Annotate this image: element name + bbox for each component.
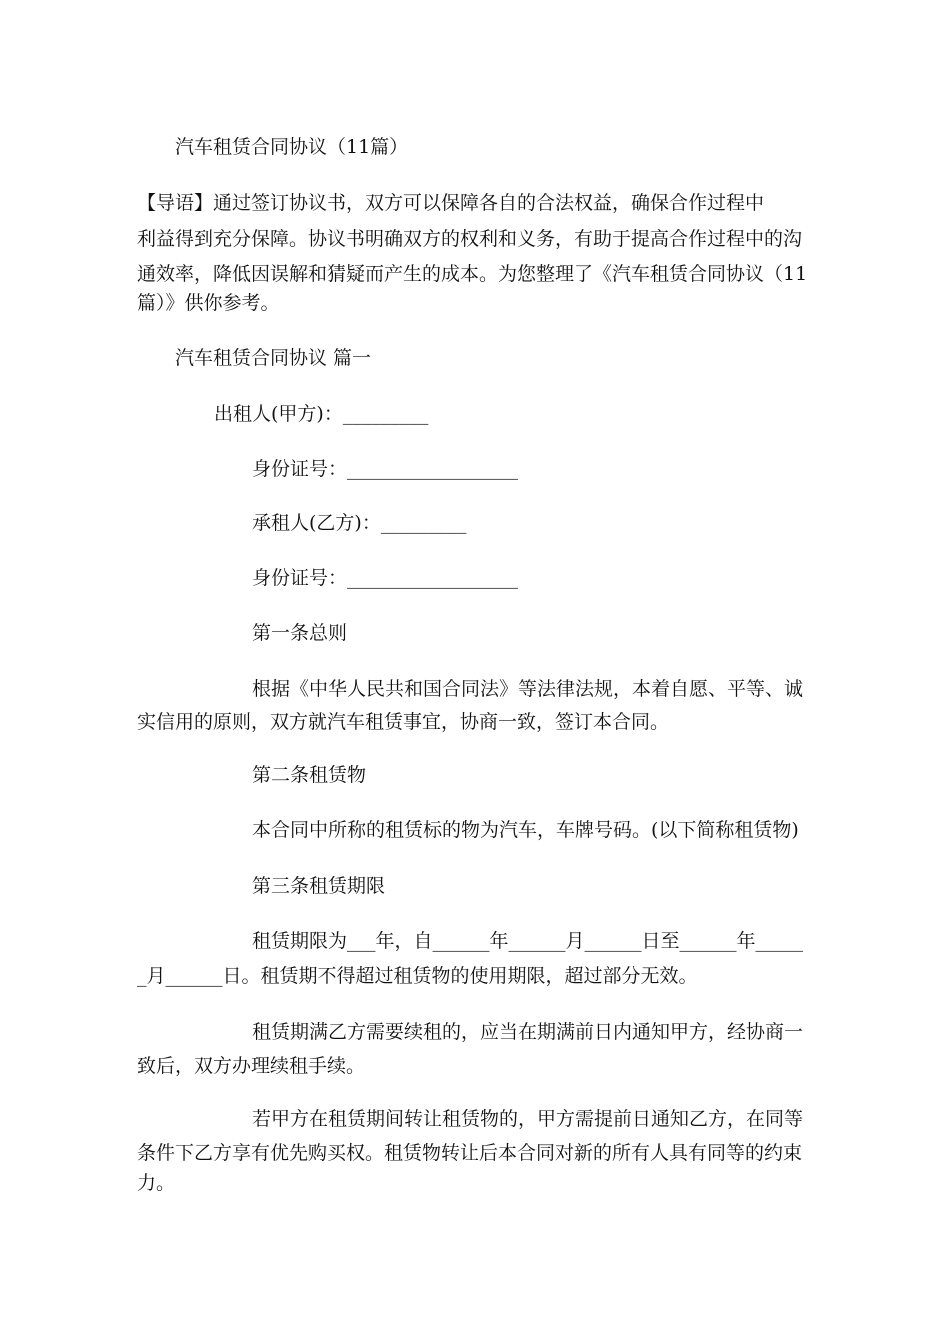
intro-line-3: 通效率，降低因误解和猜疑而产生的成本。为您整理了《汽车租赁合同协议（11: [137, 263, 808, 285]
article3-p2-line-2: 致后，双方办理续租手续。: [137, 1055, 366, 1077]
article3-p1-line-2: _月______日。租赁期不得超过租赁物的使用期限，超过部分无效。: [137, 965, 698, 987]
intro-line-4: 篇）》供你参考。: [137, 292, 280, 314]
lessee-field: 承租人(乙方)：_________: [252, 512, 467, 534]
lessor-field: 出租人(甲方)：_________: [214, 403, 429, 425]
intro-line-1: 【导语】通过签订协议书，双方可以保障各自的合法权益，确保合作过程中: [137, 192, 765, 214]
intro-line-2: 利益得到充分保障。协议书明确双方的权利和义务，有助于提高合作过程中的沟: [137, 228, 803, 250]
article1-line-2: 实信用的原则，双方就汽车租赁事宜，协商一致，签订本合同。: [137, 711, 670, 733]
article2-line-1: 本合同中所称的租赁标的物为汽车，车牌号码。(以下简称租赁物): [252, 819, 799, 841]
section-title: 汽车租赁合同协议 篇一: [175, 347, 372, 369]
article3-p1-line-1: 租赁期限为___年，自______年______月______日至______年_____: [252, 930, 804, 952]
article3-p2-line-1: 租赁期满乙方需要续租的，应当在期满前日内通知甲方，经协商一: [252, 1021, 804, 1043]
article3-heading: 第三条租赁期限: [252, 875, 386, 897]
lessee-id-field: 身份证号：__________________: [252, 567, 519, 589]
article1-heading: 第一条总则: [252, 622, 348, 644]
article3-p3-line-2: 条件下乙方享有优先购买权。租赁物转让后本合同对新的所有人具有同等的约束: [137, 1142, 803, 1164]
lessor-id-field: 身份证号：__________________: [252, 458, 519, 480]
article1-line-1: 根据《中华人民共和国合同法》等法律法规，本着自愿、平等、诚: [252, 678, 804, 700]
article3-p3-line-1: 若甲方在租赁期间转让租赁物的，甲方需提前日通知乙方，在同等: [252, 1108, 804, 1130]
article2-heading: 第二条租赁物: [252, 764, 367, 786]
article3-p3-line-3: 力。: [137, 1172, 176, 1194]
document-title: 汽车租赁合同协议（11篇）: [175, 136, 409, 158]
